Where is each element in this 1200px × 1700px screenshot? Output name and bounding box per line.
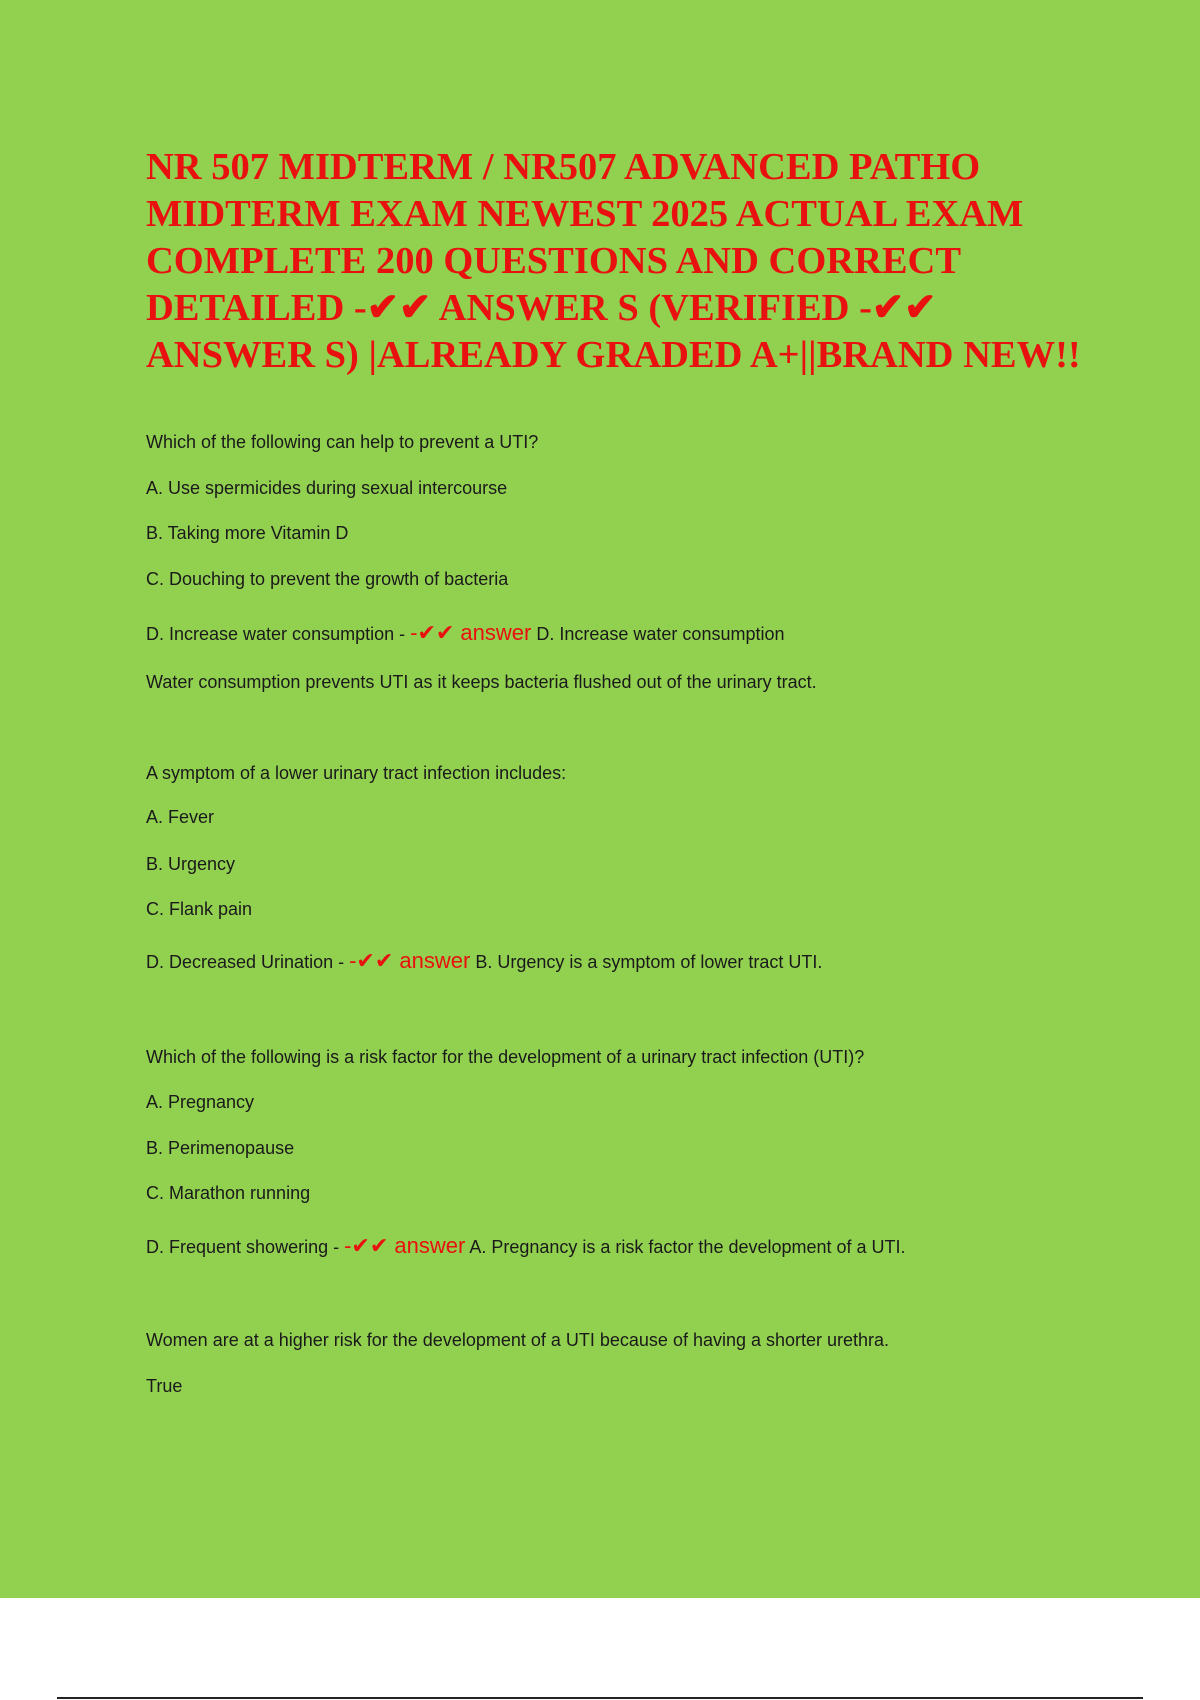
answer-line	[146, 948, 822, 974]
answer-marker: -✔✔ answer	[349, 948, 471, 973]
question-3: Which of the following is a risk factor for the development of a urinary tract infection (UTI)?	[146, 1047, 865, 1067]
option: C. Flank pain	[146, 899, 253, 919]
option: D. Decreased Urination -	[146, 952, 350, 972]
option: B. Urgency	[146, 854, 236, 874]
answer: B. Urgency is a symptom of lower tract UTI.	[475, 952, 823, 972]
option: C. Marathon running	[146, 1183, 311, 1203]
answer: True	[146, 1376, 183, 1396]
answer-line	[146, 620, 785, 646]
option: B. Perimenopause	[146, 1138, 295, 1158]
option: D. Increase water consumption -	[146, 624, 411, 644]
footer-divider	[57, 1697, 1143, 1699]
answer: D. Increase water consumption	[536, 624, 785, 644]
document-title: NR 507 MIDTERM / NR507 ADVANCED PATHO MIDTERM EXAM NEWEST 2025 ACTUAL EXAM COMPLETE 200 QUESTIONS AND CORRECT DETAILED -✔✔ ANSWER S (VERIFIED -✔✔ ANSWER S) |ALREADY GRADED A+||BRAND NEW!!	[146, 146, 1081, 376]
question-1: Which of the following can help to prevent a UTI?	[146, 432, 539, 452]
option: A. Fever	[146, 807, 215, 827]
question-4: Women are at a higher risk for the development of a UTI because of having a shorter urethra.	[146, 1330, 890, 1350]
option: A. Pregnancy	[146, 1092, 255, 1112]
answer-marker: -✔✔ answer	[344, 1233, 466, 1258]
answer-marker: -✔✔ answer	[410, 620, 532, 645]
option: C. Douching to prevent the growth of bacteria	[146, 569, 509, 589]
option: D. Frequent showering -	[146, 1237, 345, 1257]
answer: A. Pregnancy is a risk factor the development of a UTI.	[469, 1237, 906, 1257]
option: B. Taking more Vitamin D	[146, 523, 349, 543]
question-2: A symptom of a lower urinary tract infection includes:	[146, 763, 567, 783]
answer-line	[146, 1233, 906, 1259]
option: A. Use spermicides during sexual intercourse	[146, 478, 508, 498]
rationale: Water consumption prevents UTI as it keeps bacteria flushed out of the urinary tract.	[146, 672, 817, 692]
